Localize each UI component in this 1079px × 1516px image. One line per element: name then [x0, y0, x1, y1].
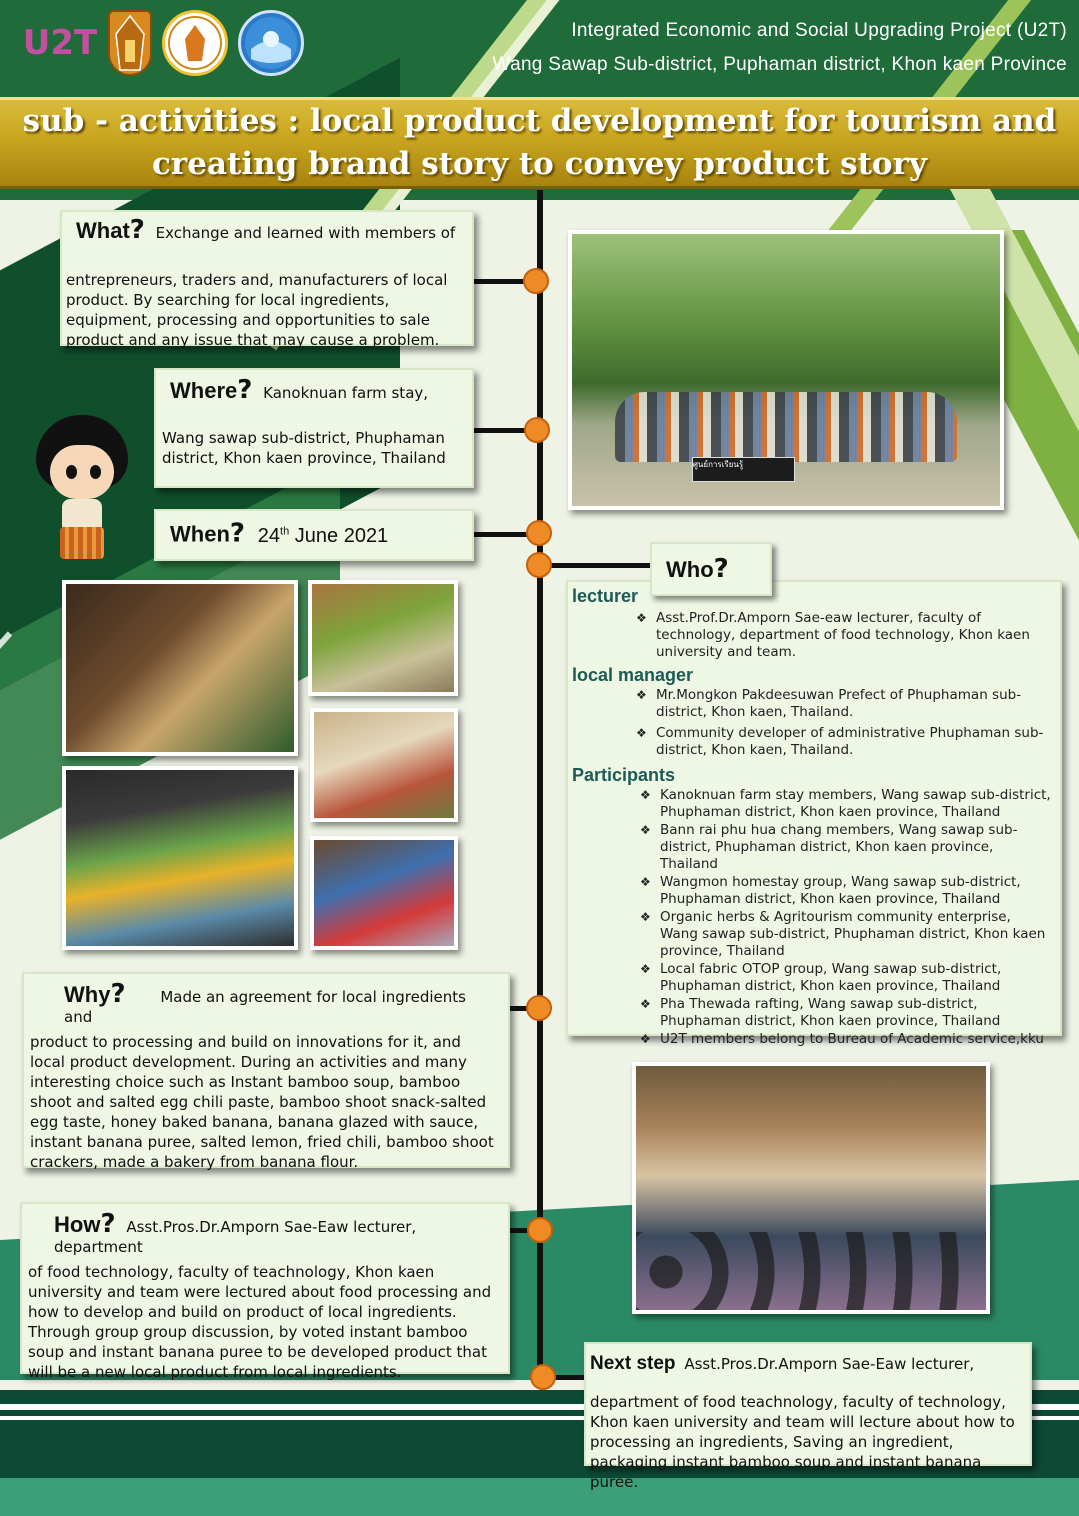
where-lead: Kanoknuan farm stay,	[263, 384, 429, 402]
where-label: Where	[170, 378, 238, 403]
product-photo-basket	[310, 708, 458, 822]
project-title-line2: Wang Sawap Sub-district, Puphaman district, Khon kaen Province	[492, 54, 1067, 75]
where-question-mark: ?	[237, 375, 253, 405]
next-step-label: Next step	[590, 1353, 676, 1374]
why-body: product to processing and build on innovations for it, and local product development. During an activities and many interesting choice such as Instant bamboo soup, bamboo shoot and salted egg chili paste, bamboo shoot snack-salted egg taste, honey baked banana, banana glazed with sauce, instant banana puree, salted lemon, fried chili, bamboo shoot crackers, made a bakery from banana flour.	[30, 1033, 494, 1171]
what-body: entrepreneurs, traders and, manufacturers of local product. By searching for local ingredients, equipment, processing and opportunities to sale product and any issue that may cause a problem.	[66, 271, 448, 349]
who-lecturer-list	[632, 610, 1052, 661]
group-photo-image	[572, 234, 1000, 506]
how-label: How	[54, 1212, 101, 1237]
mascot-eye	[66, 465, 77, 479]
mascot-character	[28, 415, 136, 560]
next-step-card	[584, 1342, 1032, 1491]
list-item: ❖ Bann rai phu hua chang members, Wang sawap sub-district, Phuphaman district, Khon kaen province, Thailand	[636, 822, 1052, 873]
how-heading	[28, 1209, 498, 1256]
classroom-photo-image	[636, 1066, 986, 1310]
when-month-year: June 2021	[294, 524, 389, 547]
timeline-dot	[527, 1217, 553, 1243]
timeline-dot	[526, 552, 552, 578]
product-shop-image	[66, 584, 294, 752]
product-photo-shop	[62, 580, 298, 756]
group-photo	[568, 230, 1004, 510]
product-basket-image	[314, 712, 454, 818]
when-label: When	[170, 521, 230, 547]
what-card	[60, 210, 474, 349]
next-step-lead: Asst.Pros.Dr.Amporn Sae-Eaw lecturer,	[684, 1355, 975, 1373]
timeline-dot	[524, 417, 550, 443]
who-tab	[650, 542, 772, 596]
why-label: Why	[64, 982, 111, 1007]
next-step-body: department of food teachnology, faculty of technology, Khon kaen university and team will lecture about how to processing an ingredients, Saving an ingredient, packaging instant bamboo soup and instant banana puree.	[590, 1393, 1015, 1491]
mascot-face	[50, 445, 114, 499]
header	[0, 0, 1079, 100]
mascot-skirt	[60, 527, 104, 559]
timeline-dot	[526, 995, 552, 1021]
why-card	[22, 972, 510, 1171]
how-lead: Asst.Pros.Dr.Amporn Sae-Eaw lecturer, department	[54, 1218, 417, 1256]
what-question-mark: ?	[129, 215, 145, 245]
product-photo-fabric	[310, 836, 458, 950]
title-banner	[0, 97, 1079, 189]
when-date	[258, 525, 388, 547]
who-question-mark: ?	[713, 554, 729, 584]
list-item: ❖ Organic herbs & Agritourism community enterprise, Wang sawap sub-district, Phuphaman district, Khon kaen province, Thailand	[636, 909, 1052, 960]
project-title	[493, 14, 1067, 82]
list-item: ❖ Kanoknuan farm stay members, Wang sawap sub-district, Phuphaman district, Khon kaen province, Thailand	[636, 787, 1052, 821]
product-toys-image	[66, 770, 294, 946]
who-participants-list	[636, 787, 1052, 1048]
product-photo-toys	[62, 766, 298, 950]
classroom-audience	[636, 1232, 986, 1310]
community-logo	[238, 10, 304, 76]
timeline-dot	[530, 1364, 556, 1390]
product-photo-banana	[308, 580, 458, 696]
group-sign	[692, 457, 795, 481]
project-title-line1: Integrated Economic and Social Upgrading Project (U2T)	[571, 20, 1067, 41]
logo-row	[22, 10, 304, 76]
when-question-mark: ?	[229, 518, 245, 549]
timeline-dot	[526, 520, 552, 546]
what-lead: Exchange and learned with members of	[155, 224, 456, 242]
banner-title-line1: sub - activities : local product development for tourism and	[22, 103, 1057, 139]
product-banana-image	[312, 584, 454, 692]
who-manager-heading: local manager	[572, 665, 694, 685]
list-item: ❖ Wangmon homestay group, Wang sawap sub-district, Phuphaman district, Khon kaen province, Thailand	[636, 874, 1052, 908]
list-item: ❖ Asst.Prof.Dr.Amporn Sae-eaw lecturer, faculty of technology, department of food technology, Khon kaen university and team.	[632, 610, 1052, 661]
list-item: ❖ U2T members belong to Bureau of Academic service,kku	[636, 1031, 1052, 1048]
classroom-photo	[632, 1062, 990, 1314]
group-people	[615, 392, 957, 463]
timeline-dot	[523, 268, 549, 294]
why-heading	[30, 979, 498, 1026]
where-body: Wang sawap sub-district, Phuphaman district, Khon kaen province, Thailand	[162, 429, 446, 467]
when-card	[154, 509, 474, 561]
banner-title-line2: creating brand story to convey product story	[152, 146, 927, 182]
what-heading	[66, 215, 462, 254]
why-question-mark: ?	[110, 979, 126, 1009]
when-day-suffix: th	[280, 525, 290, 537]
group-sign-text: ศูนย์การเรียนรู้	[692, 460, 744, 470]
where-card	[154, 368, 474, 488]
how-card	[20, 1202, 510, 1381]
who-lecturer-heading: lecturer	[572, 586, 639, 606]
list-item: ❖ Local fabric OTOP group, Wang sawap sub-district, Phuphaman district, Khon kaen province, Thailand	[636, 961, 1052, 995]
university-seal-logo	[108, 10, 152, 76]
list-item: ❖ Mr.Mongkon Pakdeesuwan Prefect of Phuphaman sub-district, Khon kaen, Thailand.	[632, 687, 1052, 721]
next-step-heading	[590, 1354, 1020, 1380]
why-lead: Made an agreement for local ingredients and	[64, 988, 466, 1026]
timeline-connector	[540, 563, 652, 568]
mascot-eye	[90, 465, 101, 479]
who-card	[566, 580, 1062, 1047]
product-fabric-image	[314, 840, 454, 946]
academic-service-logo	[162, 10, 228, 76]
banner-title	[23, 100, 1057, 186]
when-day: 24	[257, 524, 281, 547]
who-label: Who	[666, 557, 714, 582]
timeline-line	[537, 190, 543, 1378]
what-label: What	[76, 218, 130, 243]
u2t-logo: U2T	[22, 23, 98, 63]
who-participants-heading: Participants	[572, 765, 676, 785]
how-body: of food technology, faculty of teachnology, Khon kaen university and team were lectured about food processing and how to develop and build on product of local ingredients. Through group group discussion, by voted instant bamboo soup and instant banana puree to be developed product that will be a new local product from local ingredients.	[28, 1263, 492, 1381]
list-item: ❖ Community developer of administrative Phuphaman sub-district, Khon kaen, Thailand.	[632, 725, 1052, 759]
how-question-mark: ?	[100, 1209, 116, 1239]
where-heading	[162, 375, 464, 414]
who-manager-list	[632, 687, 1052, 759]
list-item: ❖ Pha Thewada rafting, Wang sawap sub-district, Phuphaman district, Khon kaen province, Thailand	[636, 996, 1052, 1030]
